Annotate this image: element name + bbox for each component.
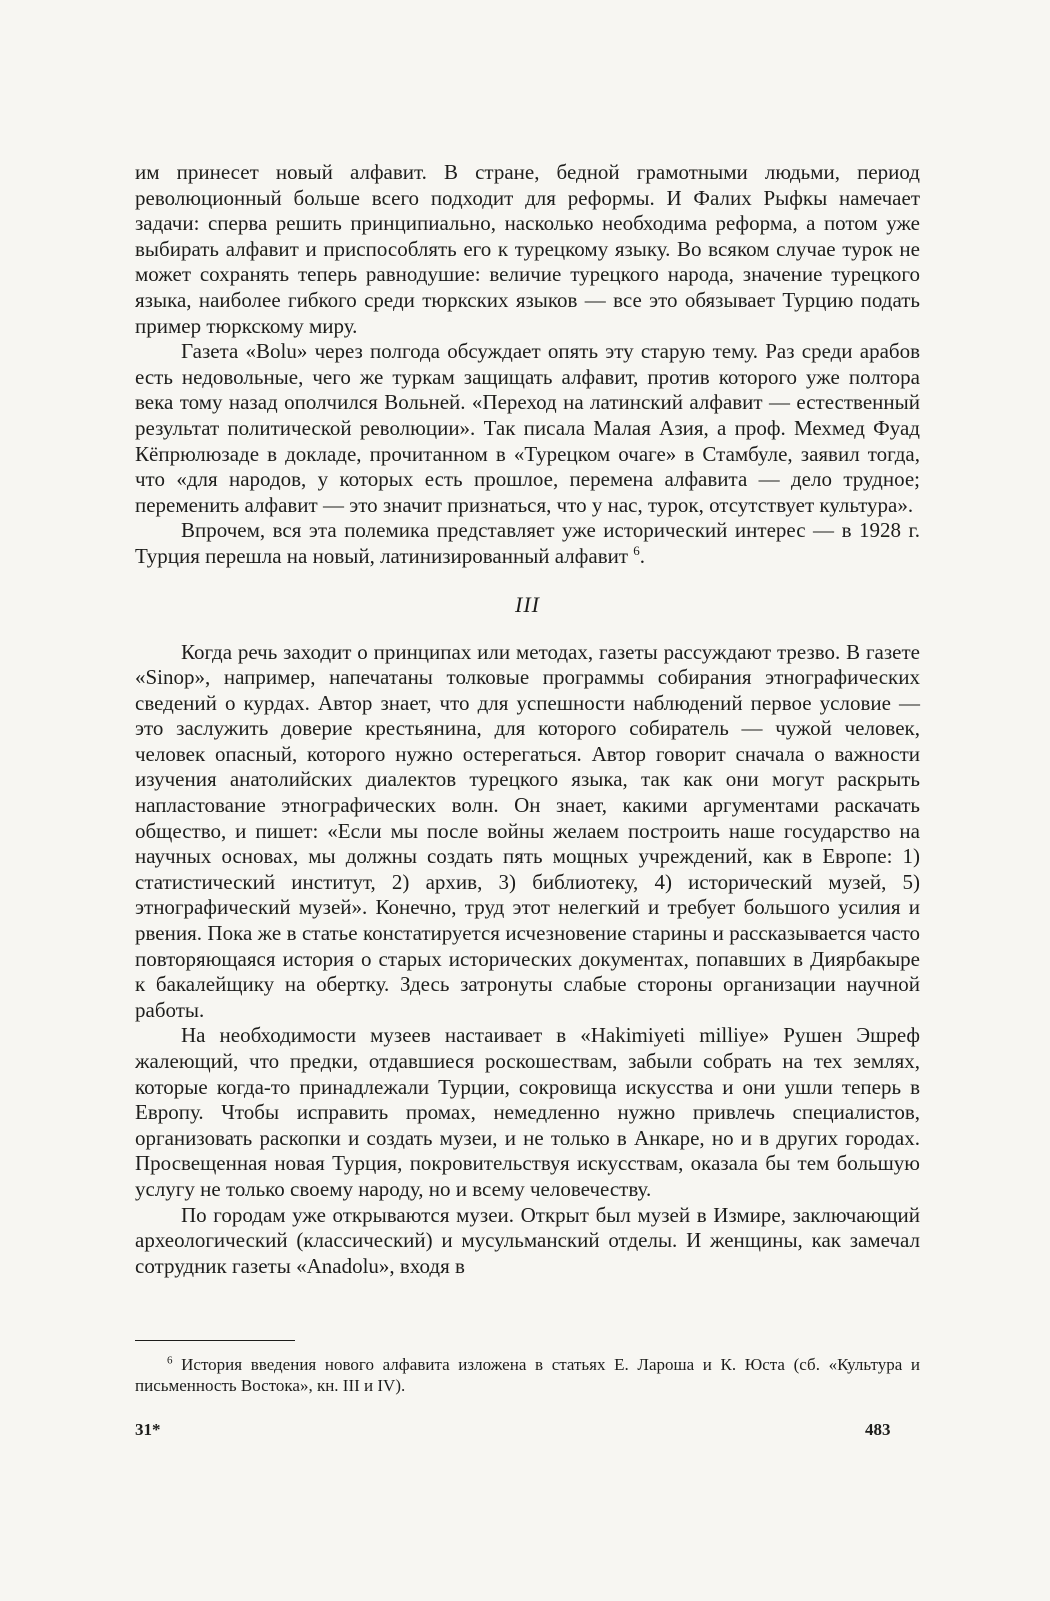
paragraph-3-text: Впрочем, вся эта полемика представляет уже исторический интерес — в 1928 г. Турция перешла на новый, латинизированный алфавит [135,518,920,568]
paragraph-1: им принесет новый алфавит. В стране, бедной грамотными людьми, период революционный больше всего подходит для реформы. И Фалих Рыфкы намечает задачи: сперва решить принципиально, насколько необходима реформа, а потом уже выбирать алфавит и приспособлять его к турецкому языку. Во всяком случае турок не может сохранять теперь равнодушие: величие турецкого народа, значение турецкого языка, наиболее гибкого среди тюркских языков — все это обязывает Турцию подать пример тюркскому миру. [135,160,920,338]
paragraph-2: Газета «Bolu» через полгода обсуждает опять эту старую тему. Раз среди арабов есть недовольные, чего же туркам защищать алфавит, против которого уже полтора века тому назад ополчился Вольней. «Переход на латинский алфавит — естественный результат политической революции». Так писала Малая Азия, а проф. Мехмед Фуад Кёпрюлюзаде в докладе, прочитанном в «Турецком очаге» в Стамбуле, заявил тогда, что «для народов, у которых есть прошлое, перемена алфавита — дело трудное; переменить алфавит — это значит признаться, что у нас, турок, отсутствует культура». [135,339,920,517]
paragraph-4: Когда речь заходит о принципах или методах, газеты рассуждают трезво. В газете «Sinop», например, напечатаны толковые программы собирания этнографических сведений о курдах. Автор знает, что для успешности наблюдений первое условие — это заслужить доверие крестьянина, для которого собиратель — чужой человек, человек опасный, которого нужно остерегаться. Автор говорит сначала о важности изучения анатолийских диалектов турецкого языка, так как они могут раскрыть напластование этнографических волн. Он знает, какими аргументами раскачать общество, и пишет: «Если мы после войны желаем построить наше государство на научных основах, мы должны создать пять мощных учреждений, как в Европе: 1) статистический институт, 2) архив, 3) библиотеку, 4) исторический музей, 5) этнографический музей». Конечно, труд этот нелегкий и требует большого усилия и рвения. Пока же в статье констатируется исчезновение старины и рассказывается часто повторяющаяся история о старых исторических документах, попавших в Диярбакыре к бакалейщику на обертку. Здесь затронуты слабые стороны организации научной работы. [135,639,920,1022]
footnote-reference[interactable]: 6 [633,542,640,558]
signature-mark: 31* [135,1420,161,1439]
footnote-marker: 6 [167,1354,173,1367]
paragraph-6: По городам уже открываются музеи. Открыт был музей в Измире, заключающий археологический (классический) и мусульманский отделы. И женщины, как замечал сотрудник газеты «Anadolu», входя в [135,1202,920,1278]
footnote-text: История введения нового алфавита изложена в статьях Е. Лароша и К. Юста (сб. «Культура и письменность Востока», кн. III и IV). [135,1355,920,1395]
footnote [135,1354,920,1396]
page-number: 483 [865,1420,891,1439]
section-heading: III [515,591,540,617]
paragraph-5: На необходимости музеев настаивает в «Hakimiyeti milliye» Рушен Эшреф жалеющий, что предки, отдавшиеся роскошествам, забыли собрать на тех землях, которые когда-то принадлежали Турции, сокровища искусства и они ушли теперь в Европу. Чтобы исправить промах, немедленно нужно привлечь специалистов, организовать раскопки и создать музеи, и не только в Анкаре, но и в других городах. Просвещенная новая Турция, покровительствуя искусствам, оказала бы тем большую услугу не только своему народу, но и всему человечеству. [135,1023,920,1201]
paragraph-3: Впрочем, вся эта полемика представляет уже исторический интерес — в 1928 г. Турция перешла на новый, латинизированный алфавит $^6$. [135,518,920,568]
main-text [135,160,920,1279]
footnote-divider [135,1340,295,1341]
